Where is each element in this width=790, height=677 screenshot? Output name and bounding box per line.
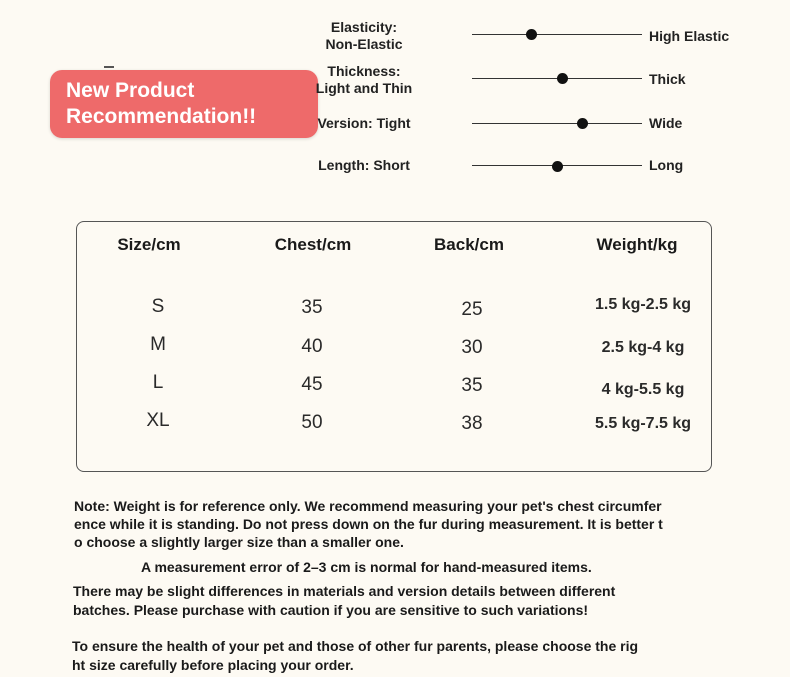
scale-length-left-label bbox=[264, 157, 464, 174]
cell-weight: 2.5 kg-4 kg bbox=[601, 339, 685, 356]
note-line-8: ht size carefully before placing your order. bbox=[72, 657, 354, 673]
scale-marker-dot bbox=[526, 29, 537, 40]
cell-weight: 5.5 kg-7.5 kg bbox=[594, 415, 692, 432]
note-line-2: ence while it is standing. Do not press down on the fur during measurement. It is better t bbox=[74, 516, 663, 532]
header-back: Back/cm bbox=[434, 235, 504, 254]
scale-thickness bbox=[0, 62, 790, 98]
cell-chest: 35 bbox=[301, 297, 323, 318]
scale-left-line1: Version: Tight bbox=[317, 115, 411, 131]
header-size: Size/cm bbox=[117, 235, 181, 254]
cell-chest: 50 bbox=[301, 412, 323, 433]
cell-back: 30 bbox=[461, 337, 483, 358]
scale-thickness-right-label: Thick bbox=[649, 71, 686, 87]
cell-size: XL bbox=[146, 410, 170, 431]
cell-weight: 1.5 kg-2.5 kg bbox=[594, 296, 692, 313]
scale-marker-dot bbox=[577, 118, 588, 129]
scale-track bbox=[472, 34, 642, 35]
scale-elasticity bbox=[0, 18, 790, 54]
header-chest: Chest/cm bbox=[274, 235, 352, 254]
scale-marker-dot bbox=[557, 73, 568, 84]
cell-back: 25 bbox=[461, 299, 483, 320]
size-table bbox=[76, 221, 712, 472]
cell-back: 38 bbox=[461, 413, 483, 434]
scale-elasticity-left-label bbox=[264, 19, 464, 53]
badge-line-2: Recommendation!! bbox=[66, 105, 257, 128]
scale-track bbox=[472, 123, 642, 124]
scale-length bbox=[0, 148, 790, 184]
cell-size: M bbox=[150, 334, 166, 355]
scale-left-line1: Length: Short bbox=[318, 157, 410, 173]
scale-left-line2: Light and Thin bbox=[315, 80, 413, 96]
note-line-1: Note: Weight is for reference only. We recommend measuring your pet's chest circumfer bbox=[74, 498, 662, 514]
scale-left-line1: Thickness: bbox=[327, 63, 401, 79]
cell-back: 35 bbox=[461, 375, 483, 396]
note-line-4: A measurement error of 2–3 cm is normal for hand-measured items. bbox=[141, 559, 592, 575]
scale-version-left-label bbox=[264, 115, 464, 132]
scale-left-line2: Non-Elastic bbox=[325, 36, 403, 52]
cell-size: L bbox=[152, 372, 164, 393]
scale-length-right-label: Long bbox=[649, 157, 684, 173]
cell-size: S bbox=[151, 296, 165, 317]
scale-version bbox=[0, 106, 790, 142]
scale-version-right-label: Wide bbox=[649, 115, 683, 131]
note-line-3: o choose a slightly larger size than a smaller one. bbox=[74, 534, 404, 550]
cell-chest: 45 bbox=[301, 374, 323, 395]
note-line-5: There may be slight differences in materials and version details between different bbox=[73, 583, 616, 599]
note-line-6: batches. Please purchase with caution if you are sensitive to such variations! bbox=[73, 602, 589, 618]
scale-left-line1: Elasticity: bbox=[330, 19, 398, 35]
note-line-7: To ensure the health of your pet and those of other fur parents, please choose the rig bbox=[72, 638, 639, 654]
badge-line-1: New Product bbox=[66, 79, 195, 102]
scale-marker-dot bbox=[552, 161, 563, 172]
header-weight: Weight/kg bbox=[596, 235, 678, 254]
cell-chest: 40 bbox=[301, 336, 323, 357]
scale-thickness-left-label bbox=[264, 63, 464, 97]
cell-weight: 4 kg-5.5 kg bbox=[601, 381, 685, 398]
scale-elasticity-right-label: High Elastic bbox=[649, 28, 730, 44]
